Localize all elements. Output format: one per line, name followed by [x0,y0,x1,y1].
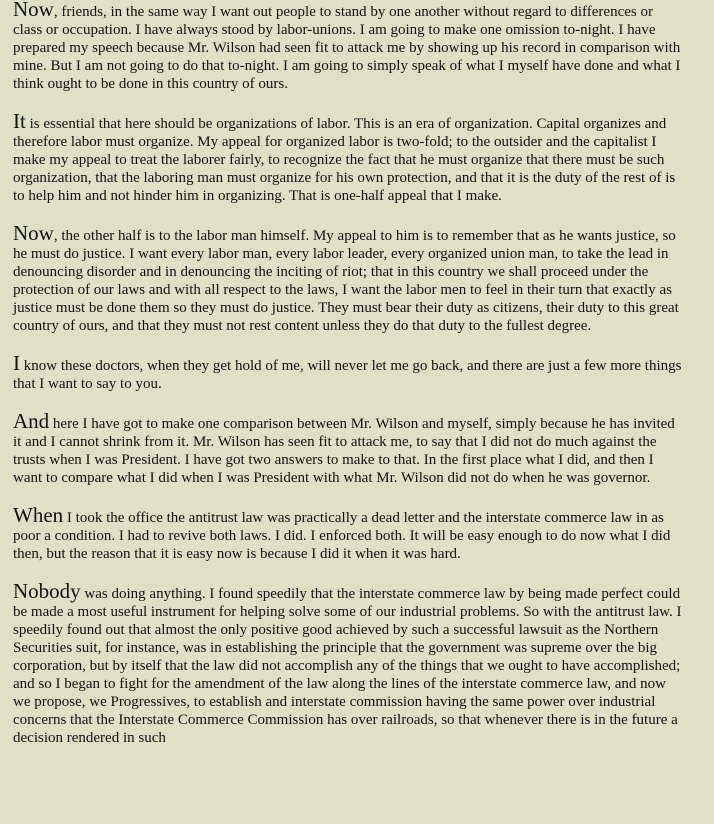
paragraph-text: know these doctors, when they get hold of me, will never let me go back, and there are just a few more things that I want to say to you. [13,358,682,392]
paragraph-lead-word: Now [13,221,54,245]
paragraph-lead-word: And [13,409,50,433]
paragraph-lead-word: It [13,109,26,133]
paragraph-text: , friends, in the same way I want out people to stand by one another without regard to differences or class or occupation. I have always stood by labor-unions. I am going to make one omission to-night. I have prepared my speech because Mr. Wilson had seen fit to attack me by showing up his record in comparison with mine. But I am not going to do that to-night. I am going to simply speak of what I myself have done and what I think ought to be done in this country of ours. [13,4,681,92]
paragraph-lead-word: Now [13,0,54,21]
paragraph-lead-word: Nobody [13,579,81,603]
paragraph-text: I took the office the antitrust law was practically a dead letter and the interstate commerce law in as poor a condition. I had to revive both laws. I did. I enforced both. It will be easy enough to do now what I did then, but the reason that it is easy now is because I did it when it was hard. [13,510,671,562]
paragraph-text: is essential that here should be organizations of labor. This is an era of organization. Capital organizes and therefore labor must organize. My appeal for organized labor is two-fold; to the outsider and the capitalist I make my appeal to treat the laborer fairly, to recognize the fact that he must organize that there must be such organization, that the laboring man must organize for his own protection, and that it is the duty of the rest of is to help him and not hinder him in organizing. That is one-half appeal that I make. [13,116,676,204]
paragraph-5 [13,409,684,487]
paragraph-lead-word: When [13,503,64,527]
paragraph-7 [13,579,684,747]
paragraph-lead-word: I [13,351,20,375]
paragraph-3 [13,221,684,335]
paragraph-text: was doing anything. I found speedily that the interstate commerce law by being made perfect could be made a most useful instrument for helping solve some of our industrial problems. So with the antitrust law. I speedily found out that almost the only positive good achieved by such a successful lawsuit as the Northern Securities suit, for instance, was in establishing the principle that the government was supreme over the big corporation, but by itself that the law did not accomplish any of the things that we ought to have accomplished; and so I began to fight for the amendment of the law along the lines of the interstate commerce law, and now we propose, we Progressives, to establish and interstate commission having the same power over industrial concerns that the Interstate Commerce Commission has over railroads, so that whenever there is in the future a decision rendered in such [13,586,682,746]
paragraph-text: here I have got to make one comparison between Mr. Wilson and myself, simply because he has invited it and I cannot shrink from it. Mr. Wilson has seen fit to attack me, to say that I did not do much against the trusts when I was President. I have got two answers to make to that. In the first place what I did, and then I want to compare what I did when I was President with what Mr. Wilson did not do when he was governor. [13,416,675,486]
paragraph-4 [13,351,684,393]
paragraph-text: , the other half is to the labor man himself. My appeal to him is to remember that as he wants justice, so he must do justice. I want every labor man, every labor leader, every organized union man, to take the lead in denouncing disorder and in denouncing the inciting of riot; that in this country we shall proceed under the protection of our laws and with all respect to the laws, I want the labor men to feel in their turn that exactly as justice must be done them so they must do justice. They must bear their duty as citizens, their duty to this great country of ours, and that they must not rest content unless they do that duty to the fullest degree. [13,228,679,334]
paragraph-2 [13,109,684,205]
paragraph-1 [13,0,684,93]
paragraph-6 [13,503,684,563]
